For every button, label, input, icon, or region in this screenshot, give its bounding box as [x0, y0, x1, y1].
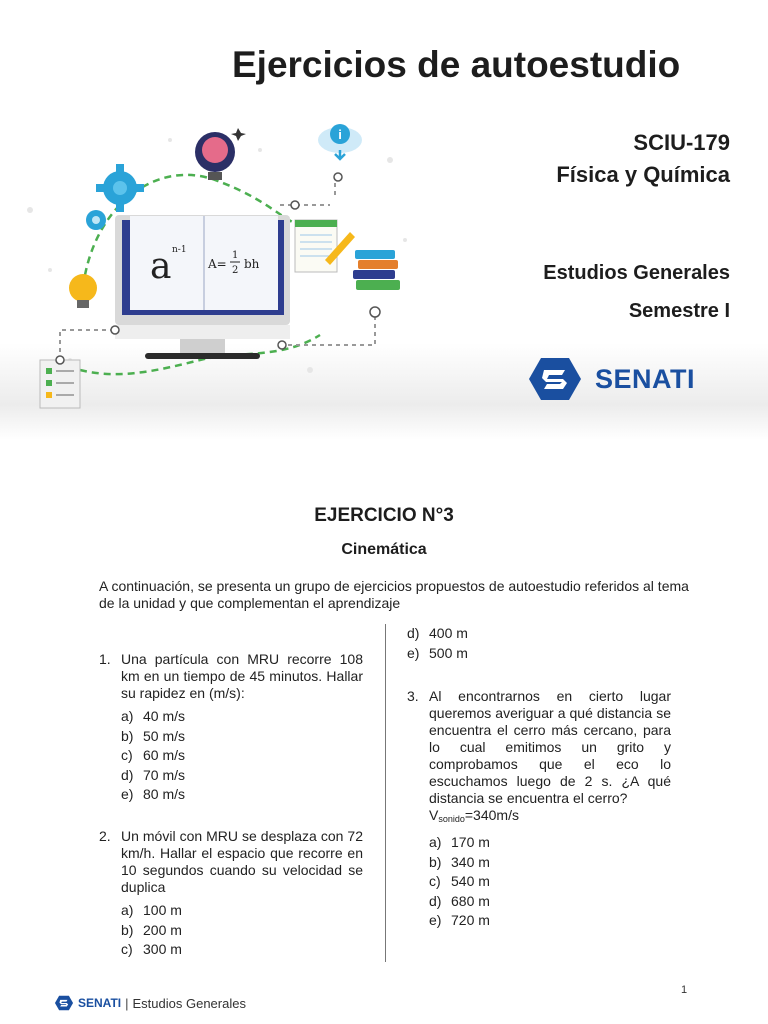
question-text: Al encontrarnos en cierto lugar queremos averiguar a qué distancia se encuentra el cerro más cercano, para lo cual emitimos un grito y comprobamos que el eco lo escuchamos luego de 2 s. ¿A qué distancia se encuentra el cerro?	[429, 688, 671, 806]
formula-area-suffix: bh	[244, 257, 260, 271]
question-2	[99, 828, 363, 960]
question-1	[99, 651, 363, 805]
books-icon	[353, 250, 400, 290]
option-item[interactable]: d) 70 m/s	[121, 766, 186, 783]
formula-area-den: 2	[232, 265, 239, 276]
footer-branding	[54, 994, 246, 1012]
option-item[interactable]: a) 100 m	[121, 902, 182, 918]
notepad-icon	[295, 220, 355, 272]
question-number: 1.	[99, 651, 111, 667]
option-list	[429, 833, 671, 931]
option-item[interactable]: c) 60 m/s	[121, 747, 186, 763]
exercise-intro: A continuación, se presenta un grupo de ejercicios propuestos de autoestudio referidos al tema de la unidad y que complementan el aprendizaje	[99, 578, 689, 611]
course-name: Física y Química	[556, 162, 730, 187]
option-item[interactable]: d) 680 m	[429, 892, 490, 909]
column-divider	[385, 624, 386, 962]
option-list	[121, 707, 363, 805]
option-item[interactable]: e) 720 m	[429, 912, 490, 928]
exercise-topic: Cinemática	[341, 541, 427, 558]
info-cloud-icon	[318, 124, 362, 181]
exercise-title: EJERCICIO N°3	[314, 505, 454, 526]
option-item[interactable]: b) 50 m/s	[121, 727, 186, 744]
question-number: 2.	[99, 828, 111, 844]
question-text: Un móvil con MRU se desplaza con 72 km/h. Hallar el espacio que recorre en 10 segundos cuando su velocidad se duplica	[121, 828, 363, 895]
formula-area-num: 1	[232, 250, 239, 261]
semester-label: Semestre I	[628, 300, 730, 322]
option-item[interactable]: a) 40 m/s	[121, 708, 186, 724]
option-item[interactable]: b) 200 m	[121, 921, 182, 938]
option-list-continued	[407, 624, 687, 663]
formula-main: a	[150, 246, 172, 287]
formula-area-prefix: A=	[208, 257, 227, 271]
senati-logo-icon	[527, 356, 583, 402]
option-list	[121, 901, 363, 960]
option-item[interactable]: e) 500 m	[407, 644, 468, 661]
info-glyph: i	[338, 127, 342, 142]
brain-lightbulb-icon	[195, 128, 246, 180]
footer-logo-icon	[54, 995, 74, 1011]
footer-separator: |	[125, 995, 129, 1011]
question-text: Una partícula con MRU recorre 108 km en un tiempo de 45 minutos. Hallar su rapidez en (m/s):	[121, 651, 363, 701]
formula-exponent: n-1	[172, 245, 187, 255]
footer-brand: SENATI	[78, 996, 122, 1010]
document-title: Ejercicios de autoestudio	[232, 44, 681, 85]
option-item[interactable]: b) 340 m	[429, 853, 490, 870]
course-code: SCIU-179	[633, 130, 730, 155]
option-item[interactable]: c) 540 m	[429, 873, 490, 889]
page-number: 1	[681, 984, 688, 996]
option-item[interactable]: a) 170 m	[429, 834, 490, 850]
question-3	[407, 688, 671, 931]
senati-logo-text: SENATI	[595, 363, 696, 394]
sound-speed: $V_{sonido}=340m/s$	[429, 807, 519, 824]
gear-icon	[96, 164, 144, 212]
option-item[interactable]: e) 80 m/s	[121, 786, 186, 802]
question-number: 3.	[407, 688, 419, 704]
education-illustration	[10, 120, 420, 420]
senati-logo	[527, 354, 727, 404]
area-label: Estudios Generales	[543, 262, 730, 284]
lightbulb-icon	[69, 274, 97, 308]
small-gear-icon	[86, 210, 106, 230]
footer-area: Estudios Generales	[132, 995, 246, 1011]
checklist-icon	[40, 360, 80, 408]
option-item[interactable]: d) 400 m	[407, 625, 468, 641]
monitor-icon	[115, 215, 290, 359]
option-item[interactable]: c) 300 m	[121, 941, 182, 957]
